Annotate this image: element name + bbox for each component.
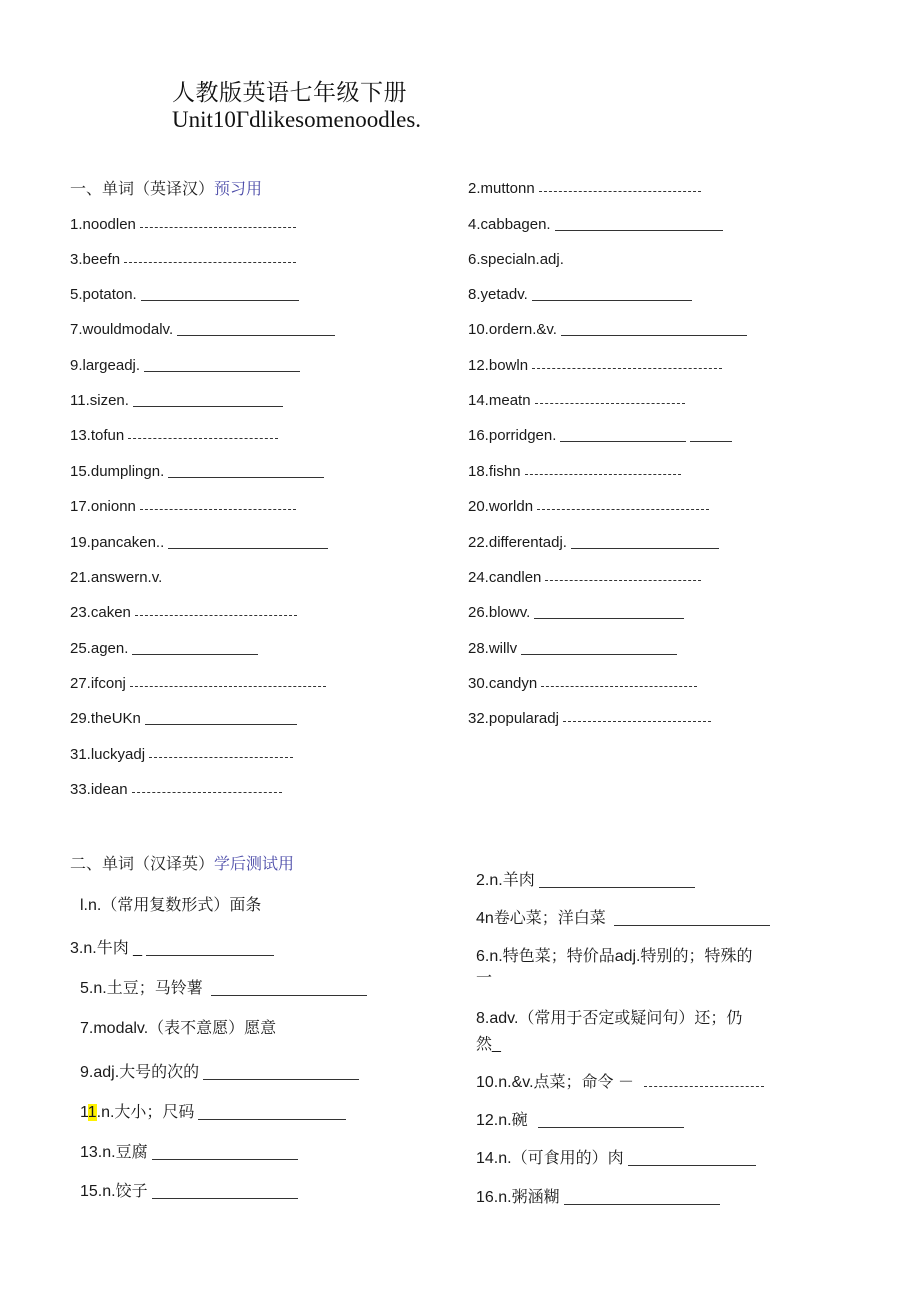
vocab-item xyxy=(70,463,324,480)
answer-blank[interactable] xyxy=(535,395,685,404)
vocab-item xyxy=(70,604,297,621)
answer-blank[interactable] xyxy=(177,323,335,336)
cn-item xyxy=(80,1059,359,1082)
answer-blank[interactable] xyxy=(133,394,283,407)
vocab-label: 15.dumplingn. xyxy=(70,463,165,480)
vocab-item xyxy=(468,286,692,303)
answer-blank[interactable] xyxy=(140,501,296,510)
answer-blank[interactable] xyxy=(152,1186,298,1199)
vocab-label: 19.pancaken.. xyxy=(70,534,165,551)
cn-underscore: _ xyxy=(133,940,143,957)
answer-blank[interactable] xyxy=(534,606,684,619)
answer-blank[interactable] xyxy=(198,1107,346,1120)
answer-blank[interactable] xyxy=(614,913,770,926)
cn-item xyxy=(80,1178,298,1201)
vocab-label: 27.ifconj xyxy=(70,675,126,692)
vocab-label: 21.answern.v. xyxy=(70,569,163,586)
vocab-item xyxy=(70,321,335,338)
answer-blank[interactable] xyxy=(644,1078,764,1087)
answer-blank[interactable] xyxy=(521,642,677,655)
vocab-label: 30.candyn xyxy=(468,675,538,692)
answer-blank[interactable] xyxy=(152,1147,298,1160)
cn-item xyxy=(80,975,367,998)
vocab-label: 16.porridgen. xyxy=(468,427,557,444)
answer-blank[interactable] xyxy=(141,288,299,301)
cn-label: 13.n.豆腐 xyxy=(80,1144,148,1161)
vocab-label: 26.blowv. xyxy=(468,604,531,621)
answer-blank[interactable] xyxy=(571,536,719,549)
vocab-label: 31.luckyadj xyxy=(70,746,146,763)
vocab-item xyxy=(70,675,326,692)
cn-item xyxy=(80,1099,346,1122)
answer-blank[interactable] xyxy=(124,254,296,263)
answer-blank[interactable] xyxy=(539,875,695,888)
vocab-item xyxy=(70,534,328,551)
vocab-label: 13.tofun xyxy=(70,427,125,444)
vocab-item xyxy=(468,569,701,586)
vocab-item xyxy=(468,392,685,409)
answer-blank[interactable] xyxy=(168,536,328,549)
cn-label: 一 xyxy=(476,970,493,987)
vocab-item xyxy=(70,569,162,586)
answer-blank[interactable] xyxy=(211,983,367,996)
cn-dash: － xyxy=(617,1074,634,1091)
vocab-item xyxy=(70,286,299,303)
cn-item xyxy=(476,1107,684,1130)
answer-blank[interactable] xyxy=(145,712,297,725)
vocab-item xyxy=(70,746,293,763)
vocab-item xyxy=(468,216,723,233)
vocab-label: 3.beefn xyxy=(70,251,121,268)
vocab-label: 11.sizen. xyxy=(70,392,129,409)
cn-item xyxy=(80,1139,298,1162)
vocab-item xyxy=(468,604,684,621)
vocab-item xyxy=(468,180,701,197)
vocab-label: 4.cabbagen. xyxy=(468,216,551,233)
vocab-label: 1.noodlen xyxy=(70,216,136,233)
vocab-item xyxy=(468,321,747,338)
vocab-label: 10.ordern.&v. xyxy=(468,321,557,338)
vocab-item xyxy=(468,463,681,480)
answer-blank[interactable] xyxy=(537,501,709,510)
cn-label: 4n卷心菜；洋白菜 xyxy=(476,910,606,927)
answer-blank[interactable] xyxy=(144,359,300,372)
vocab-item xyxy=(468,251,564,268)
answer-blank[interactable] xyxy=(128,430,278,439)
vocab-label: 18.fishn xyxy=(468,463,521,480)
vocab-label: 25.agen. xyxy=(70,640,129,657)
vocab-item xyxy=(70,640,258,657)
answer-blank[interactable] xyxy=(130,678,326,687)
vocab-item xyxy=(70,357,300,374)
cn-label: 8.adv.（常用于否定或疑问句）还；仍 xyxy=(476,1010,743,1027)
cn-item xyxy=(476,1184,720,1207)
cn-label: 7.modalv.（表不意愿）愿意 xyxy=(80,1020,277,1037)
vocab-item xyxy=(468,675,697,692)
highlight-mark: 1 xyxy=(87,1104,97,1121)
cn-item xyxy=(70,935,274,958)
cn-item xyxy=(476,1069,764,1092)
cn-item xyxy=(80,892,261,915)
cn-item xyxy=(476,965,492,988)
answer-blank[interactable] xyxy=(538,1115,684,1128)
answer-blank[interactable] xyxy=(132,784,282,793)
answer-blank[interactable] xyxy=(561,323,747,336)
cn-label: 16.n.粥涵糊 xyxy=(476,1189,560,1206)
vocab-item xyxy=(468,710,711,727)
cn-label: 3.n.牛肉 xyxy=(70,940,129,957)
vocab-item xyxy=(70,498,296,515)
answer-blank[interactable] xyxy=(564,1192,720,1205)
answer-blank[interactable] xyxy=(541,678,697,687)
cn-label: 6.n.特色菜；特价品adj.特别的；特殊的 xyxy=(476,948,753,965)
cn-label-pre: 1 xyxy=(80,1104,88,1121)
cn-item xyxy=(476,943,753,966)
vocab-item xyxy=(468,640,677,657)
answer-blank[interactable] xyxy=(563,713,711,722)
vocab-label: 2.muttonn xyxy=(468,180,535,197)
answer-blank[interactable] xyxy=(132,642,258,655)
vocab-label: 24.candlen xyxy=(468,569,542,586)
cn-label: 然_ xyxy=(476,1036,501,1053)
answer-blank[interactable] xyxy=(525,466,681,475)
cn-label: 5.n.土豆；马铃薯 xyxy=(80,980,203,997)
answer-blank[interactable] xyxy=(168,465,324,478)
vocab-label: 22.differentadj. xyxy=(468,534,567,551)
answer-blank[interactable] xyxy=(555,218,723,231)
section-2-suffix: 学后测试用 xyxy=(214,854,295,873)
vocab-item xyxy=(468,534,719,551)
cn-label: l.n.（常用复数形式）面条 xyxy=(80,897,262,914)
cn-label: 12.n.碗 xyxy=(476,1112,528,1129)
cn-item xyxy=(476,867,695,890)
vocab-item xyxy=(468,498,709,515)
vocab-label: 23.caken xyxy=(70,604,131,621)
answer-blank[interactable] xyxy=(149,749,293,758)
cn-label: 15.n.饺子 xyxy=(80,1183,148,1200)
vocab-label: 5.potaton. xyxy=(70,286,137,303)
vocab-label: 28.willv xyxy=(468,640,518,657)
section-2-heading xyxy=(70,851,294,874)
vocab-item xyxy=(70,251,296,268)
answer-blank[interactable] xyxy=(532,360,722,369)
cn-label: 14.n.（可食用的）肉 xyxy=(476,1150,624,1167)
vocab-item xyxy=(70,392,283,409)
cn-label-post: .n.大小；尺码 xyxy=(96,1104,195,1121)
vocab-label: 7.wouldmodalv. xyxy=(70,321,174,338)
vocab-item xyxy=(468,427,732,444)
vocab-label: 14.meatn xyxy=(468,392,531,409)
vocab-label: 29.theUKn xyxy=(70,710,141,727)
cn-item xyxy=(476,905,770,928)
vocab-item xyxy=(70,710,297,727)
vocab-item xyxy=(468,357,722,374)
answer-blank[interactable] xyxy=(532,288,692,301)
cn-item xyxy=(476,1031,501,1054)
vocab-label: 20.worldn xyxy=(468,498,534,515)
vocab-label: 8.yetadv. xyxy=(468,286,528,303)
cn-label: 2.n.羊肉 xyxy=(476,872,535,889)
cn-item xyxy=(476,1145,756,1168)
cn-item xyxy=(80,1015,276,1038)
answer-blank[interactable] xyxy=(560,429,686,442)
cn-label: 9.adj.大号的次的 xyxy=(80,1064,200,1081)
doc-subtitle: Unit10Γdlikesomenoodles. xyxy=(172,107,422,132)
answer-blank[interactable] xyxy=(203,1067,359,1080)
answer-blank[interactable] xyxy=(539,183,701,192)
section-1-heading xyxy=(70,176,262,199)
answer-blank[interactable] xyxy=(690,429,732,442)
vocab-item xyxy=(70,427,278,444)
section-1-suffix: 预习用 xyxy=(214,179,263,198)
answer-blank[interactable] xyxy=(140,219,296,228)
vocab-label: 33.idean xyxy=(70,781,128,798)
vocab-label: 17.onionn xyxy=(70,498,136,515)
answer-blank[interactable] xyxy=(146,943,274,956)
cn-item xyxy=(476,1005,742,1028)
section-1-prefix: 一、单词（英译汉） xyxy=(70,179,215,198)
answer-blank[interactable] xyxy=(545,572,701,581)
vocab-label: 12.bowln xyxy=(468,357,529,374)
answer-blank[interactable] xyxy=(628,1153,756,1166)
cn-label: 10.n.&v.点菜；命令 xyxy=(476,1074,614,1091)
vocab-item xyxy=(70,781,282,798)
section-2-prefix: 二、单词（汉译英） xyxy=(70,854,215,873)
doc-title: 人教版英语七年级下册 xyxy=(172,80,407,105)
vocab-label: 9.largeadj. xyxy=(70,357,141,374)
vocab-item xyxy=(70,216,296,233)
vocab-label: 32.popularadj xyxy=(468,710,559,727)
vocab-label: 6.specialn.adj. xyxy=(468,251,564,268)
answer-blank[interactable] xyxy=(135,607,297,616)
